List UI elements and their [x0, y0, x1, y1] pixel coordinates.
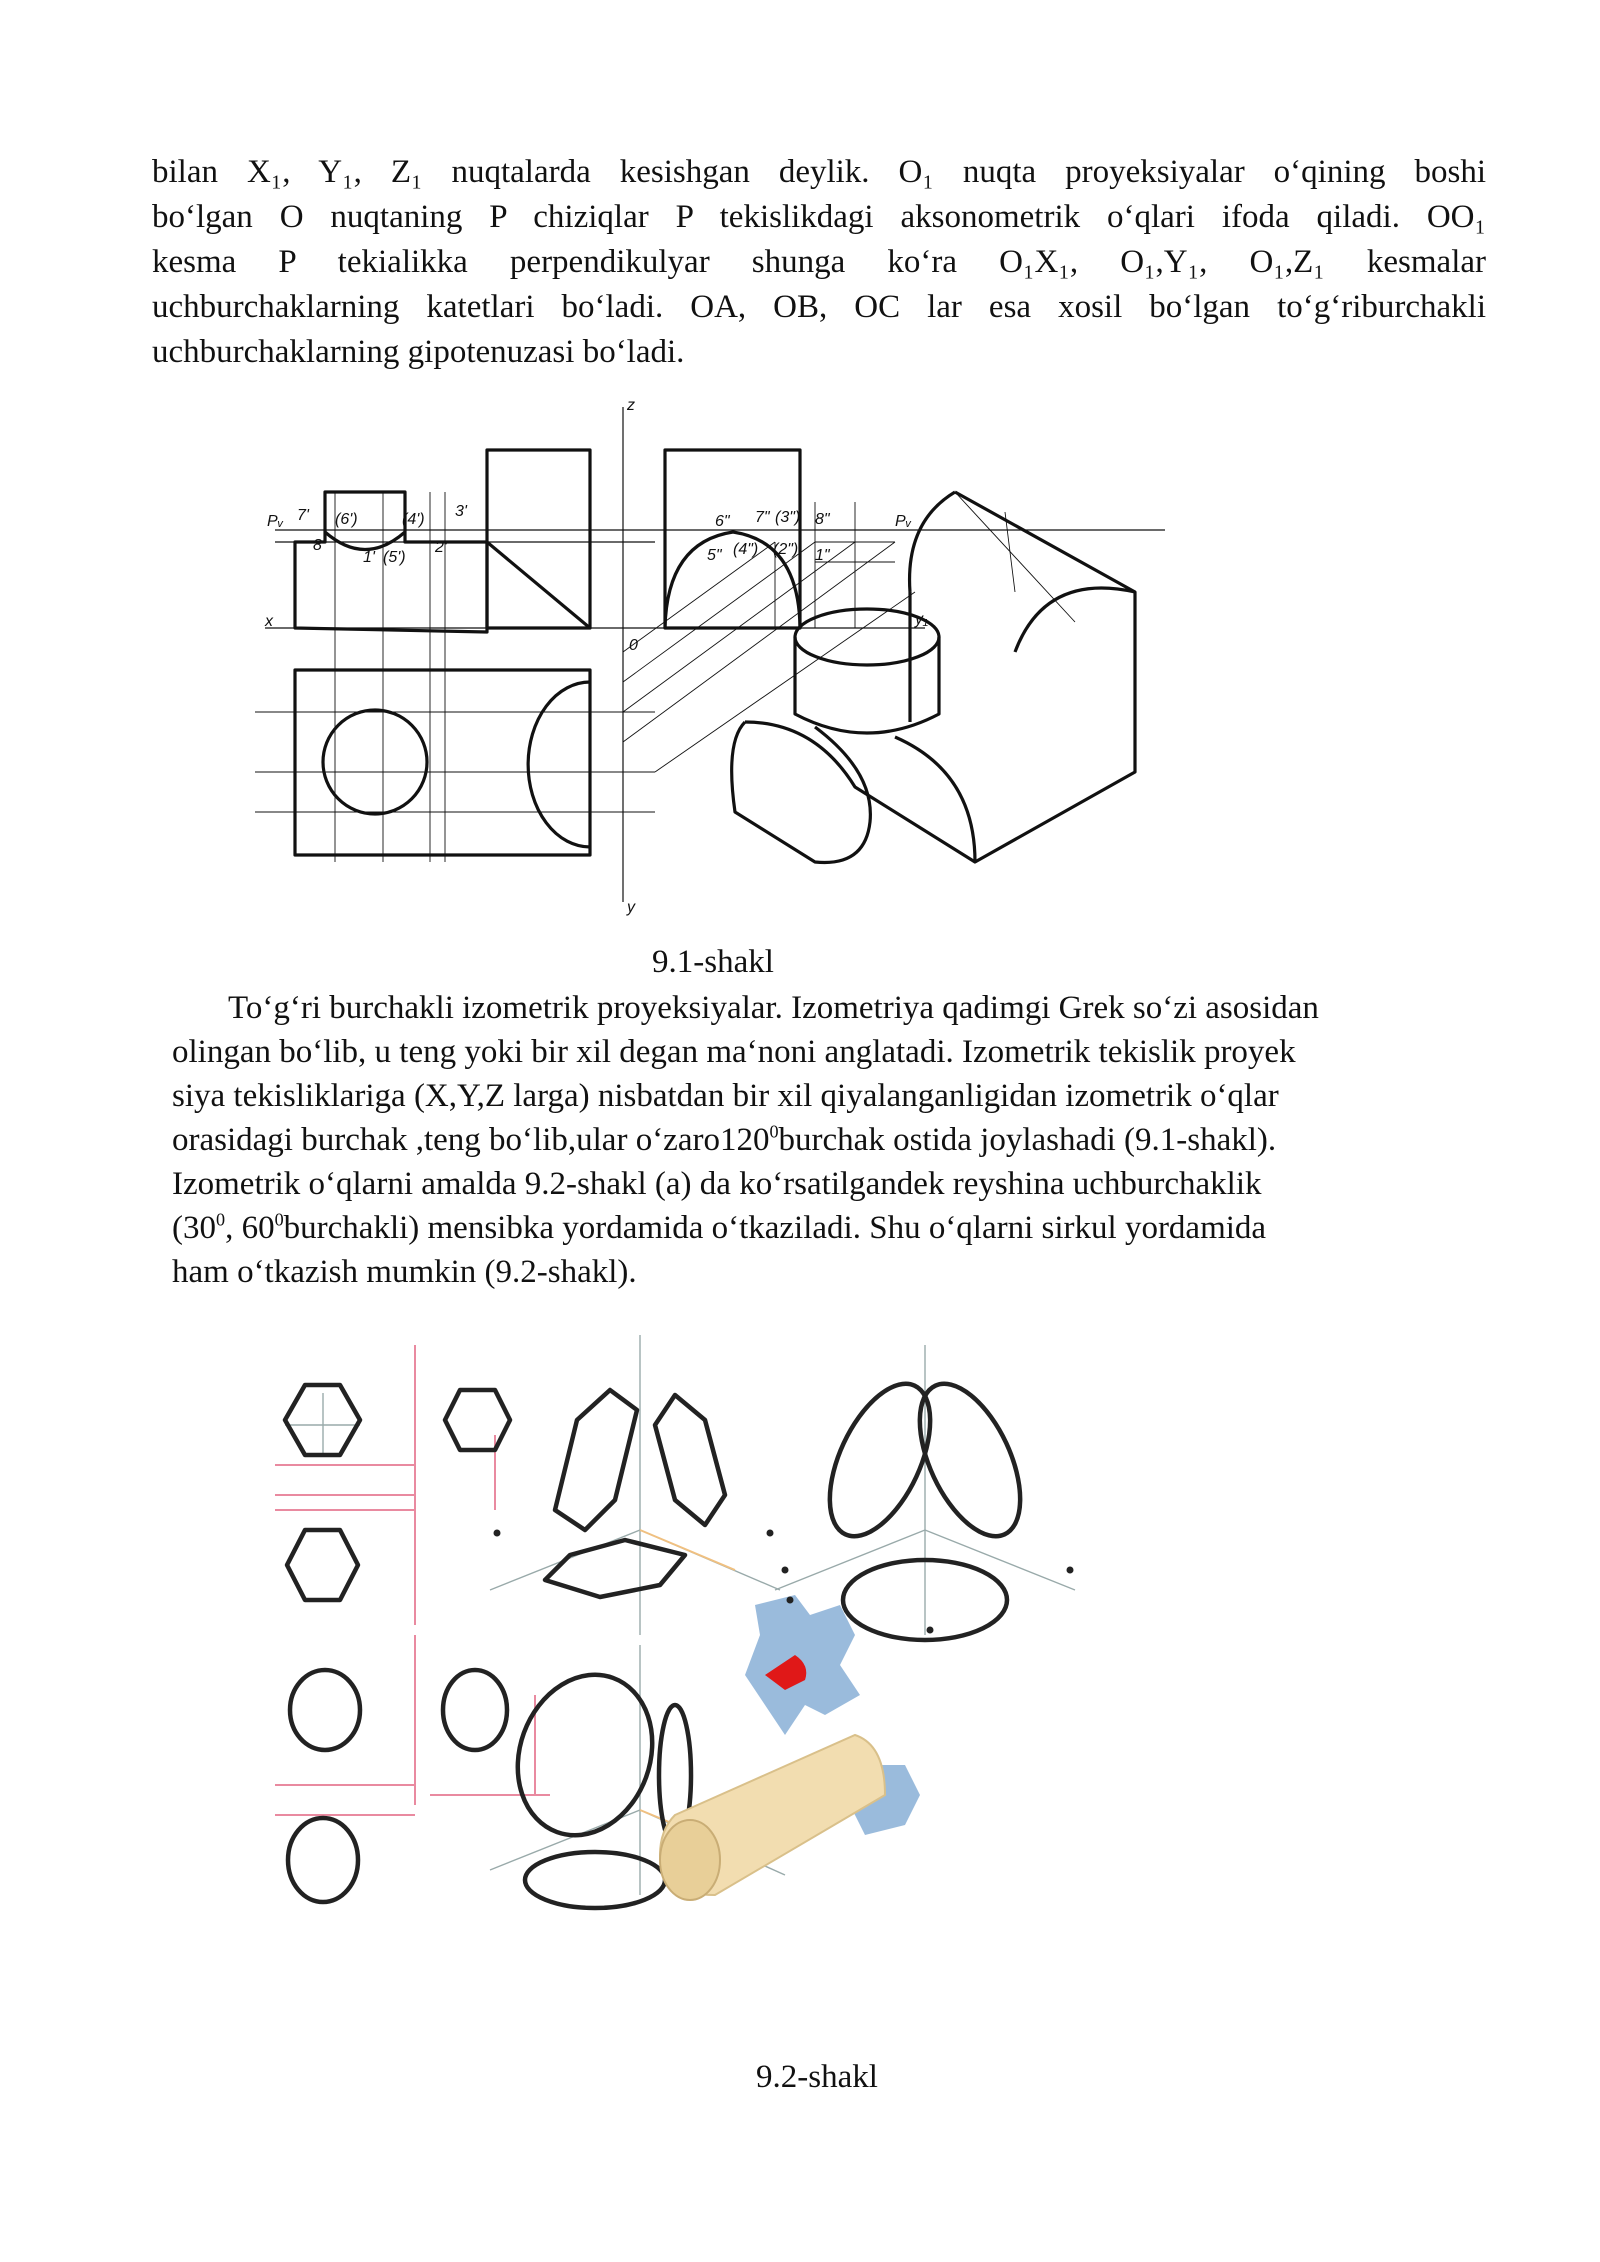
text-fragment: , 60: [225, 1210, 275, 1246]
hexagon-shape: [287, 1530, 358, 1600]
point-label: 5": [707, 547, 722, 564]
superscript: 0: [216, 1209, 226, 1230]
origin-label: 0: [629, 637, 638, 654]
iso-hexagon: [655, 1395, 725, 1525]
text-line: [172, 1118, 1502, 1162]
figure-9-1-drawing: [255, 392, 1180, 922]
point-label: 1': [363, 549, 375, 566]
text-fragment: orasidagi burchak ,teng bo‘lib,ular o‘zaro120: [172, 1122, 770, 1158]
text-fragment: (30: [172, 1210, 216, 1246]
text-line: To‘g‘ri burchakli izometrik proyeksiyalar. Izometriya qadimgi Grek so‘zi asosidan: [228, 990, 1319, 1026]
iso-ellipse: [496, 1656, 674, 1855]
point-label: (6'): [335, 511, 358, 528]
x-axis-label: x: [265, 613, 273, 630]
superscript: 0: [274, 1209, 284, 1230]
superscript: 0: [769, 1121, 779, 1142]
point-label: 1": [815, 547, 830, 564]
point-label: (5'): [383, 549, 406, 566]
text-line: [172, 1206, 1502, 1250]
point-label: 8': [313, 537, 325, 554]
text-line: uchburchaklarning gipotenuzasi bo‘ladi.: [152, 334, 685, 370]
point-label: (2"): [773, 541, 799, 558]
figure-9-2-caption: 9.2-shakl: [756, 2059, 878, 2095]
y1-label: y₁: [915, 611, 929, 628]
point-label: 6": [715, 513, 730, 530]
iso-hexagon: [545, 1540, 685, 1597]
point-label: 8": [815, 511, 830, 528]
iso-hexagon: [555, 1390, 637, 1530]
iso-ellipse: [809, 1369, 951, 1551]
z-axis-label: z: [627, 397, 635, 414]
pv-label-left: Pᵥ: [267, 513, 284, 530]
circle-shape: [443, 1670, 507, 1750]
figure-9-1-caption: 9.1-shakl: [652, 944, 774, 980]
circle-shape: [288, 1818, 358, 1902]
point-label: (4'): [402, 511, 425, 528]
circle-shape: [290, 1670, 360, 1750]
y-axis-label: y: [627, 899, 635, 916]
point-label: 7": [755, 509, 770, 526]
point-label: 2': [435, 539, 447, 556]
top-view-outline: [295, 670, 590, 855]
point-label: (3"): [775, 509, 801, 526]
text-line: siya tekisliklariga (X,Y,Z larga) nisbatdan bir xil qiyalanganligidan izometrik o‘qlar: [172, 1078, 1279, 1114]
text-fragment: burchakli) mensibka yordamida o‘tkaziladi. Shu o‘qlarni sirkul yordamida: [283, 1210, 1267, 1246]
text-line: Izometrik o‘qlarni amalda 9.2-shakl (a) da ko‘rsatilgandek reyshina uchburchaklik: [172, 1166, 1262, 1202]
text-line: uchburchaklarning katetlari bo‘ladi. OA, OB, OC lar esa xosil bo‘lgan to‘g‘riburchakli: [152, 289, 1486, 325]
iso-ellipse: [525, 1852, 665, 1908]
intro-paragraph: [152, 150, 1486, 375]
pv-label-right: Pᵥ: [895, 513, 912, 530]
point-label: 7': [297, 507, 309, 524]
gear-shaft-illustration: [660, 1595, 920, 1900]
isometric-paragraph: [172, 986, 1502, 1294]
side-view-outline: [665, 450, 800, 628]
text-line: ham o‘tkazish mumkin (9.2-shakl).: [172, 1254, 637, 1290]
point-label: 3': [455, 503, 467, 520]
point-label: (4"): [733, 541, 759, 558]
iso-ellipse: [899, 1369, 1041, 1551]
text-line: bilan X₁, Y₁, Z₁ nuqtalarda kesishgan deylik. O₁ nuqta proyeksiyalar o‘qining boshi: [152, 154, 1486, 190]
hexagon-shape: [445, 1390, 510, 1450]
text-line: bo‘lgan O nuqtaning P chiziqlar P tekislikdagi aksonometrik o‘qlari ifoda qiladi. OO₁: [152, 199, 1486, 235]
text-fragment: burchak ostida joylashadi (9.1-shakl).: [778, 1122, 1277, 1158]
text-line: kesma P tekialikka perpendikulyar shunga ko‘ra O₁X₁, O₁,Y₁, O₁,Z₁ kesmalar: [152, 244, 1486, 280]
text-line: olingan bo‘lib, u teng yoki bir xil degan ma‘noni anglatadi. Izometrik tekislik proyek: [172, 1034, 1296, 1070]
figure-9-2-drawing: [265, 1335, 1255, 1975]
